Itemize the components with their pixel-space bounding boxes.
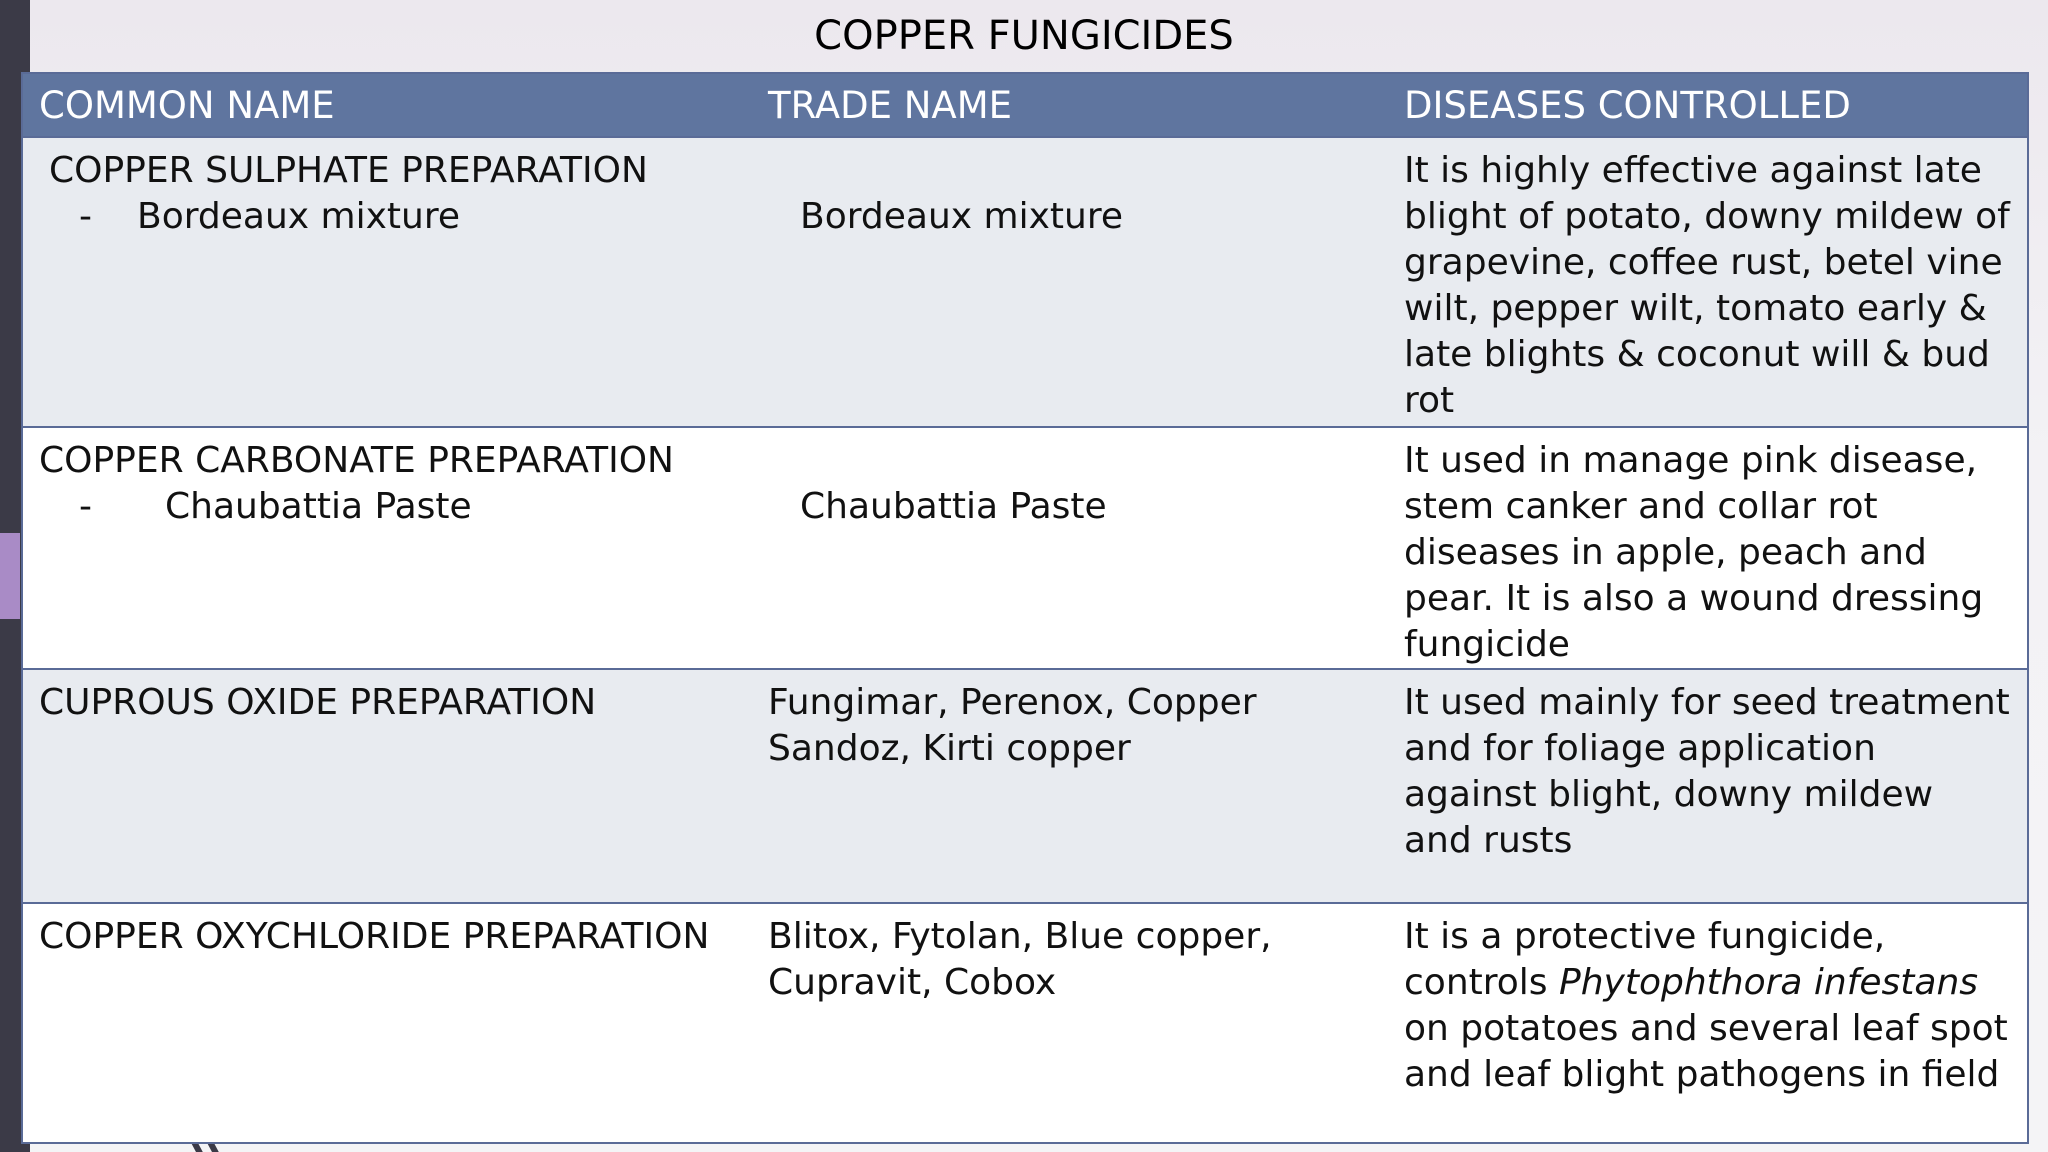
diseases-italic-pathogen: Phytophthora infestans <box>1559 962 1979 1003</box>
trade-name-text: Chaubattia Paste <box>800 486 1107 527</box>
sub-dash: - <box>79 196 92 237</box>
table-row <box>22 903 2028 1143</box>
cell-trade-name: Blitox, Fytolan, Blue copper, Cupravit, Cobox <box>752 903 1388 1143</box>
cell-trade-name: Fungimar, Perenox, Copper Sandoz, Kirti copper <box>752 669 1388 903</box>
cell-common-name <box>22 427 752 669</box>
cell-diseases: It used in manage pink disease, stem canker and collar rot diseases in apple, peach and pear. It is also a wound dressing fungicide <box>1388 427 2028 669</box>
left-accent-block <box>0 533 20 619</box>
common-name-text: COPPER CARBONATE PREPARATION <box>39 440 674 481</box>
cell-common-name: COPPER OXYCHLORIDE PREPARATION <box>22 903 752 1143</box>
common-name-sub <box>39 484 736 530</box>
sub-dash: - <box>79 486 92 527</box>
header-common-name: COMMON NAME <box>22 73 752 137</box>
sub-text: Chaubattia Paste <box>165 486 472 527</box>
cell-trade-name <box>752 427 1388 669</box>
header-trade-name: TRADE NAME <box>752 73 1388 137</box>
fungicide-table <box>21 72 2029 1144</box>
table-row <box>22 137 2028 427</box>
diseases-suffix: on potatoes and several leaf spot and leaf blight pathogens in field <box>1404 1008 2008 1095</box>
cell-common-name: CUPROUS OXIDE PREPARATION <box>22 669 752 903</box>
cell-diseases <box>1388 903 2028 1143</box>
table-row <box>22 669 2028 903</box>
cell-diseases: It is highly effective against late blight of potato, downy mildew of grapevine, coffee rust, betel vine wilt, pepper wilt, tomato early & late blights & coconut will & bud rot <box>1388 137 2028 427</box>
common-name-text: COPPER SULPHATE PREPARATION <box>49 150 648 191</box>
slide-title: COPPER FUNGICIDES <box>814 13 1234 59</box>
header-diseases-controlled: DISEASES CONTROLLED <box>1388 73 2028 137</box>
common-name-sub <box>39 194 736 240</box>
diseases-prefix: It is a protective fungicide, controls <box>1404 916 1886 1003</box>
cell-diseases: It used mainly for seed treatment and for foliage application against blight, downy mildew and rusts <box>1388 669 2028 903</box>
cell-trade-name <box>752 137 1388 427</box>
sub-text: Bordeaux mixture <box>137 196 460 237</box>
table-row <box>22 427 2028 669</box>
cell-common-name <box>22 137 752 427</box>
trade-name-text: Bordeaux mixture <box>800 196 1123 237</box>
table-header-row <box>22 73 2028 137</box>
